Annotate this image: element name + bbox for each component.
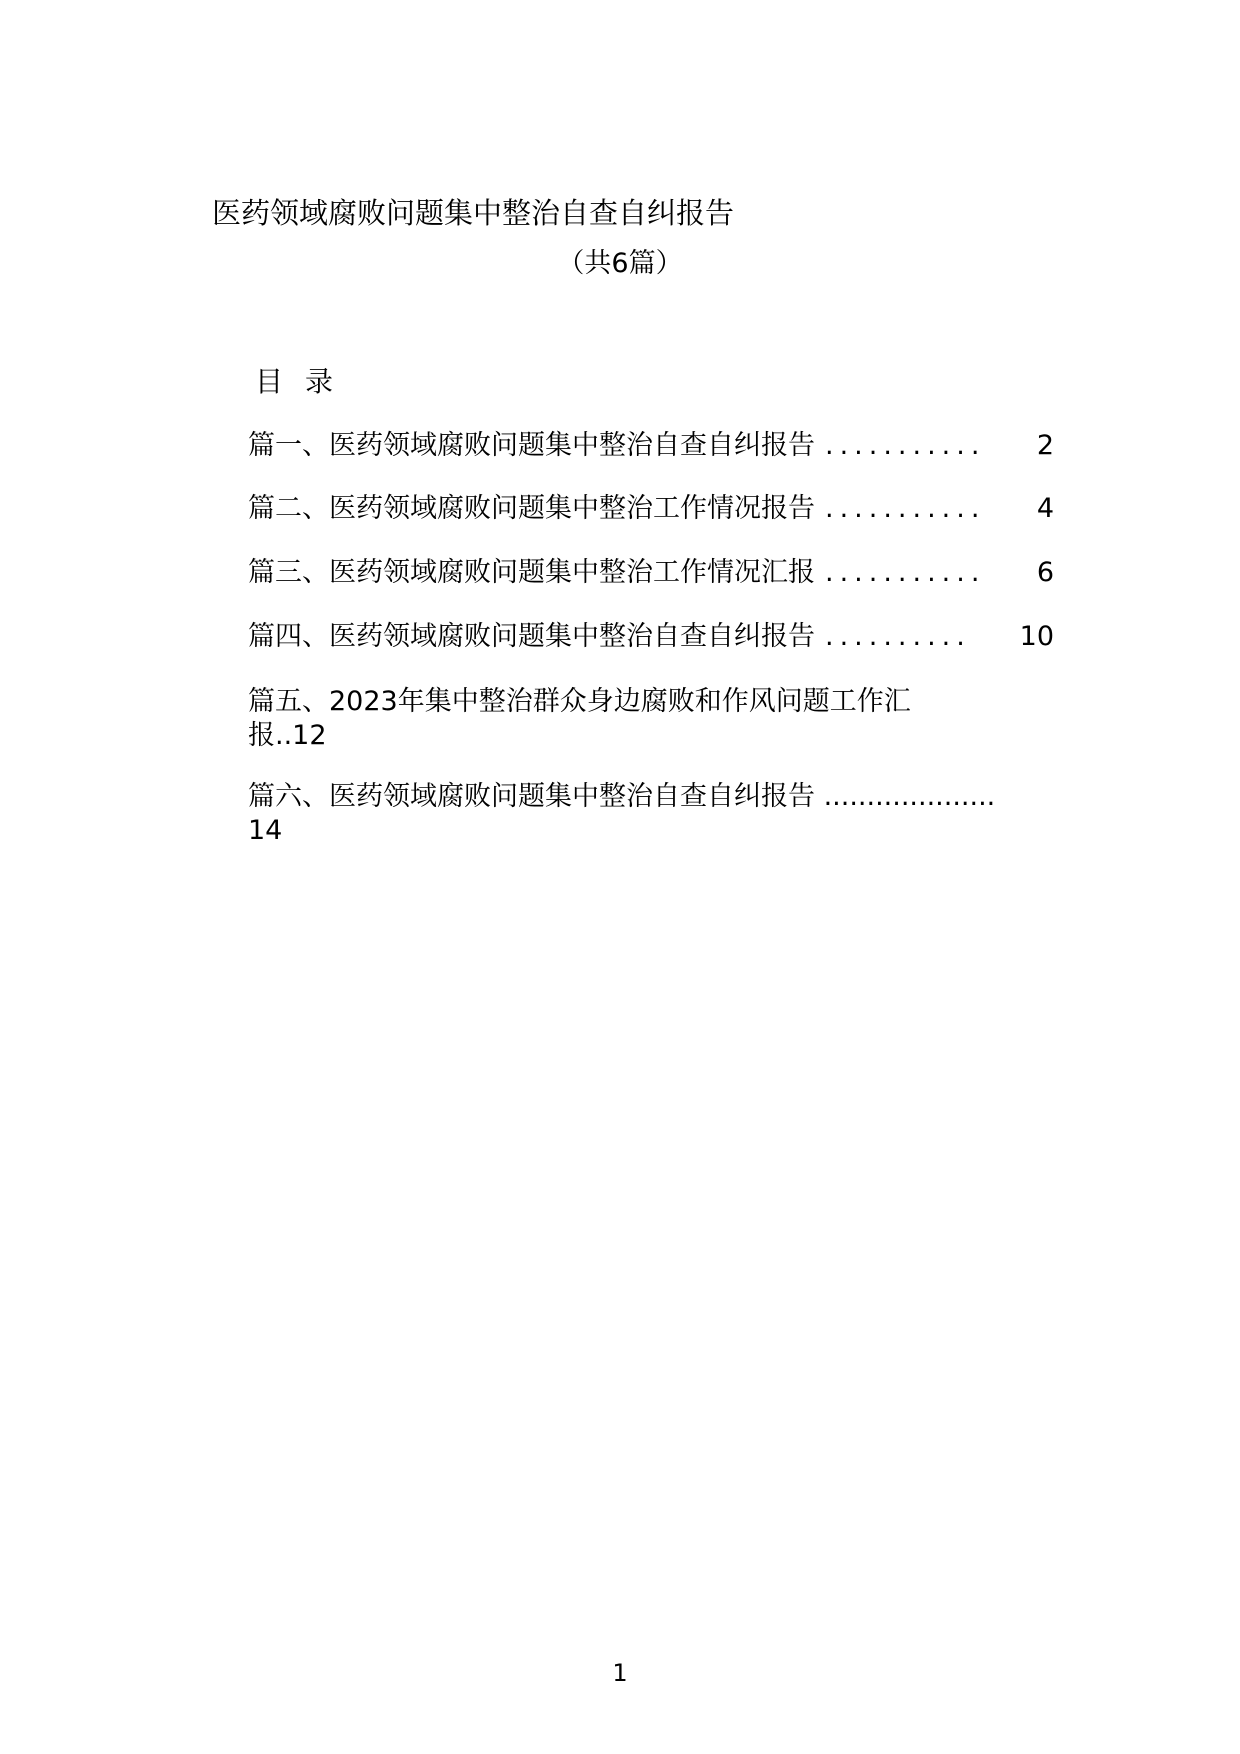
document-title: 医药领域腐败问题集中整治自查自纠报告	[212, 196, 735, 230]
toc-entry-5[interactable]	[248, 685, 1048, 753]
toc-leader-dots: ...........	[825, 430, 986, 461]
toc-entry-continuation: 报..12	[248, 720, 327, 751]
toc-entry-label: 篇五、2023年集中整治群众身边腐败和作风问题工作汇	[248, 686, 911, 717]
toc-heading: 目录	[255, 365, 356, 398]
toc-leader-dots: ..........	[825, 621, 971, 652]
toc-entry-6[interactable]	[248, 780, 1048, 848]
toc-page-number: 6	[1036, 557, 1054, 588]
toc-leader-dots: ...........	[825, 557, 986, 588]
toc-entry-3[interactable]	[248, 554, 1054, 592]
toc-entry-1[interactable]	[248, 427, 1054, 465]
toc-entry-label: 篇六、医药领域腐败问题集中整治自查自纠报告 ....................	[248, 781, 996, 812]
page-number: 1	[612, 1659, 628, 1687]
toc-entry-label: 篇二、医药领域腐败问题集中整治工作情况报告	[248, 493, 815, 524]
toc-entry-label: 篇三、医药领域腐败问题集中整治工作情况汇报	[248, 557, 815, 588]
toc-entry-continuation: 14	[248, 815, 283, 846]
toc-entry-4[interactable]	[248, 618, 1054, 656]
toc-page-number: 10	[1019, 621, 1054, 652]
document-subtitle: （共6篇）	[557, 248, 683, 279]
toc-entry-label: 篇一、医药领域腐败问题集中整治自查自纠报告	[248, 430, 815, 461]
toc-leader-dots: ...........	[825, 493, 986, 524]
toc-page-number: 2	[1036, 430, 1054, 461]
toc-entry-label: 篇四、医药领域腐败问题集中整治自查自纠报告	[248, 621, 815, 652]
toc-entry-2[interactable]	[248, 490, 1054, 528]
toc-page-number: 4	[1036, 493, 1054, 524]
